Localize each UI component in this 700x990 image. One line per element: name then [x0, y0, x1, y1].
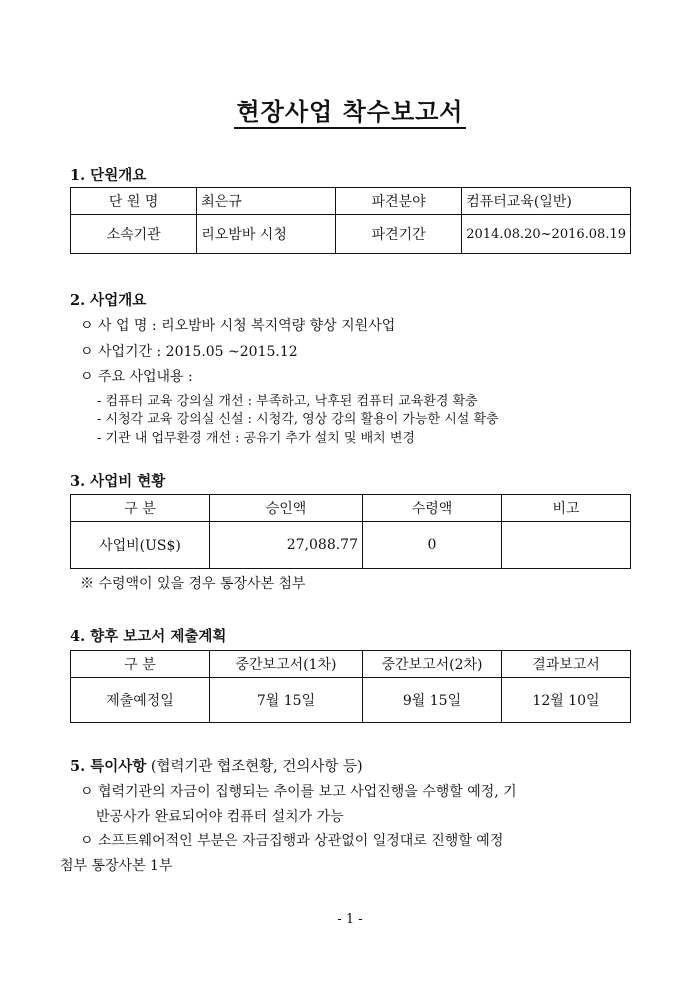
cell-label-period: 파견기간 [335, 215, 461, 254]
volunteer-overview-table [70, 187, 631, 254]
cell-value-org: 리오밤바 시청 [197, 215, 336, 254]
column-header: 결과보고서 [502, 651, 631, 678]
section-3-heading: 3. 사업비 현황 [70, 473, 166, 490]
table-row [71, 188, 631, 215]
table-header-row [71, 651, 631, 678]
cell-interim-1-date: 7월 15일 [210, 678, 363, 723]
cell-final-date: 12월 10일 [502, 678, 631, 723]
column-header: 중간보고서(1차) [210, 651, 363, 678]
column-header: 중간보고서(2차) [363, 651, 502, 678]
list-item: ㅇ 사업기간 : 2015.05 ~2015.12 [80, 344, 298, 360]
page-number: - 1 - [337, 912, 363, 927]
column-header: 구 분 [71, 495, 210, 522]
column-header: 비고 [502, 495, 631, 522]
sub-list-item: - 시청각 교육 강의실 신설 : 시청각, 영상 강의 활용이 가능한 시설 확충 [97, 412, 499, 427]
table-row [71, 215, 631, 254]
cell-label-name: 단 원 명 [71, 188, 197, 215]
section-5-heading-main: 5. 특이사항 [70, 758, 147, 775]
budget-note: ※ 수령액이 있을 경우 통장사본 첨부 [80, 576, 306, 592]
remark-line: 반공사가 완료되어야 컴퓨터 설치가 가능 [96, 809, 344, 825]
section-5-heading [70, 755, 363, 776]
cell-label-field: 파견분야 [335, 188, 461, 215]
cell-value-period: 2014.08.20~2016.08.19 [462, 215, 631, 254]
column-header: 수령액 [363, 495, 502, 522]
cell-value-field: 컴퓨터교육(일반) [462, 188, 631, 215]
remark-line: ㅇ 소프트웨어적인 부분은 자금집행과 상관없이 일정대로 진행할 예정 [80, 833, 504, 849]
attachment-line: 첨부 통장사본 1부 [60, 858, 173, 874]
cell-received-amount: 0 [363, 522, 502, 569]
table-header-row [71, 495, 631, 522]
cell-interim-2-date: 9월 15일 [363, 678, 502, 723]
list-item: ㅇ 주요 사업내용 : [80, 369, 193, 385]
sub-list-item: - 컴퓨터 교육 강의실 개선 : 부족하고, 낙후된 컴퓨터 교육환경 확충 [97, 394, 478, 409]
sub-list-item: - 기관 내 업무환경 개선 : 공유기 추가 설치 및 배치 변경 [97, 431, 415, 446]
section-1-heading: 1. 단원개요 [70, 167, 147, 184]
section-2-heading: 2. 사업개요 [70, 292, 147, 309]
cell-value-name: 최은규 [197, 188, 336, 215]
cell-label-org: 소속기관 [71, 215, 197, 254]
list-item: ㅇ 사 업 명 : 리오밤바 시청 복지역량 향상 지원사업 [80, 318, 396, 334]
document-title: 현장사업 착수보고서 [0, 92, 700, 127]
section-4-heading: 4. 향후 보고서 제출계획 [70, 628, 227, 645]
column-header: 구 분 [71, 651, 210, 678]
cell-schedule-label: 제출예정일 [71, 678, 210, 723]
section-5-heading-sub: (협력기관 협조현황, 건의사항 등) [146, 759, 363, 775]
report-schedule-table [70, 650, 631, 723]
budget-table [70, 494, 631, 569]
column-header: 승인액 [210, 495, 363, 522]
cell-note [502, 522, 631, 569]
cell-approved-amount: 27,088.77 [210, 522, 363, 569]
table-row [71, 678, 631, 723]
table-row [71, 522, 631, 569]
remark-line: ㅇ 협력기관의 자금이 집행되는 추이를 보고 사업진행을 수행할 예정, 기 [80, 784, 517, 800]
cell-budget-label: 사업비(US$) [71, 522, 210, 569]
